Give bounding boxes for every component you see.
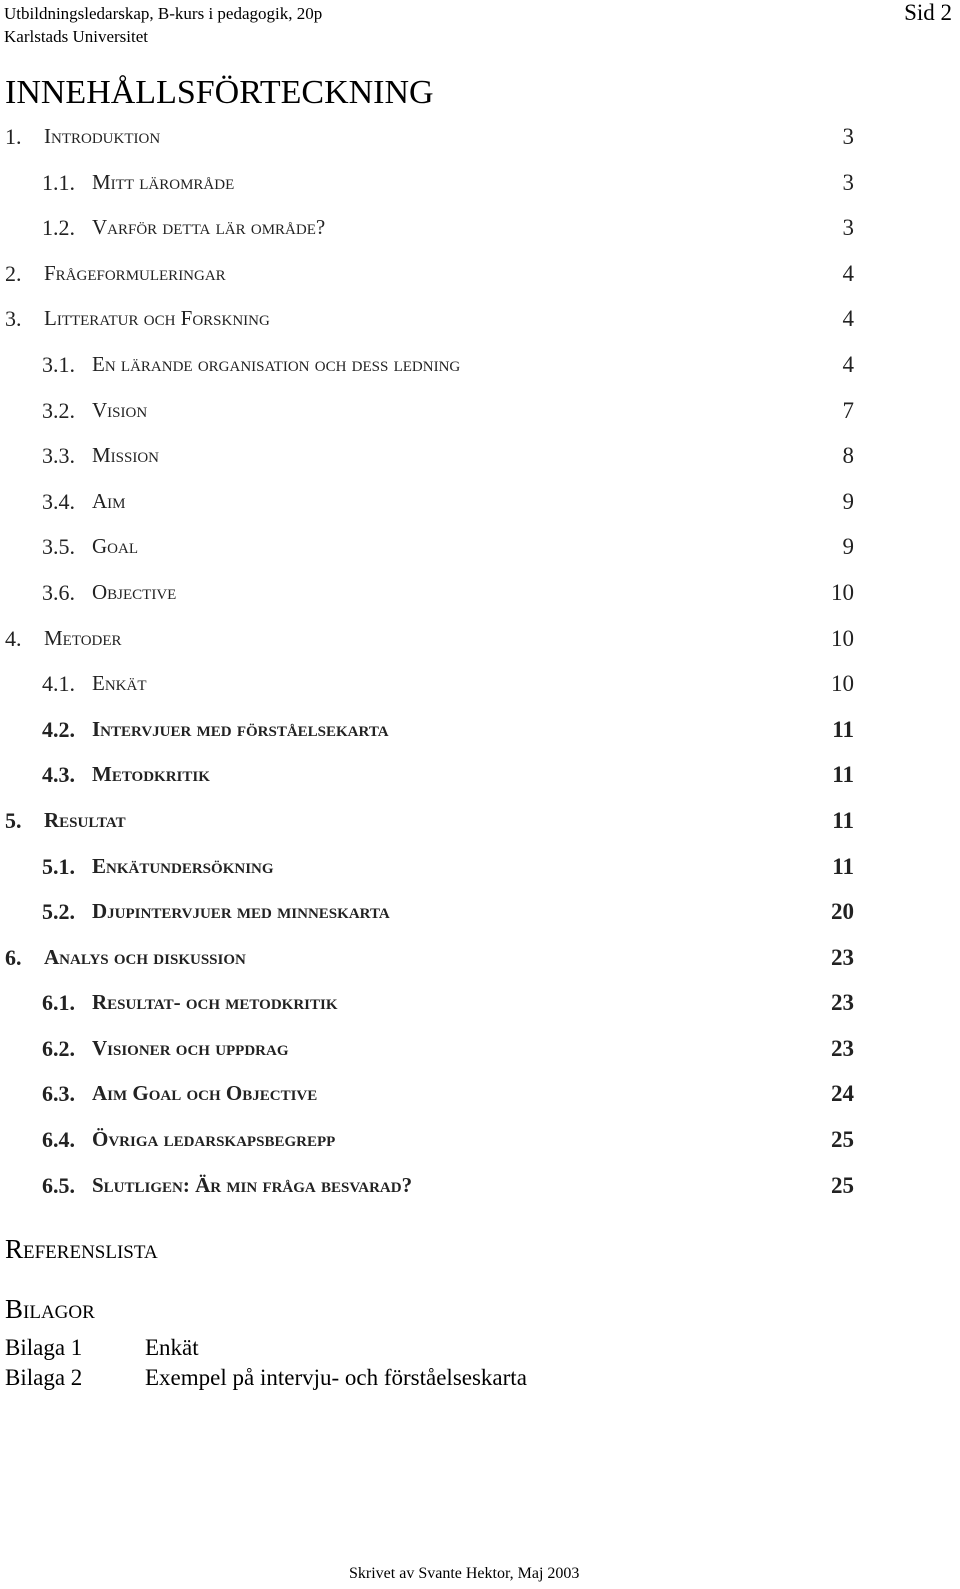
toc-entry-number: 5.1. (42, 853, 75, 879)
toc-entry-label: En lärande organisation och dess ledning (92, 351, 461, 376)
toc-entry-page: 9 (842, 534, 854, 560)
header-university: Karlstads Universitet (4, 27, 148, 46)
toc-entry[interactable] (0, 576, 960, 622)
toc-entry-number: 6.4. (42, 1127, 75, 1153)
toc-entry-number: 4. (5, 625, 22, 651)
toc-entry-label: Vision (92, 397, 148, 422)
toc-entry-page: 4 (842, 306, 854, 332)
footer-author: Skrivet av Svante Hektor, Maj 2003 (349, 1565, 580, 1582)
toc-entry[interactable] (0, 1032, 960, 1078)
toc-entry-page: 20 (831, 899, 854, 925)
toc-entry-number: 2. (5, 260, 22, 286)
toc-entry-page: 7 (842, 397, 854, 423)
toc-entry-label: Analys och diskussion (44, 944, 246, 969)
toc-entry-number: 6. (5, 944, 22, 970)
toc-entry-label: Djupintervjuer med minneskarta (92, 899, 390, 924)
appendix-value: Enkät (145, 1335, 199, 1360)
toc-entry[interactable] (0, 1169, 960, 1215)
toc-entry-page: 3 (842, 124, 854, 149)
toc-entry[interactable] (0, 1123, 960, 1169)
toc-entry-label: Enkät (92, 671, 147, 696)
toc-entry-page: 4 (842, 260, 854, 286)
toc-entry-label: Objective (92, 579, 177, 604)
toc-entry[interactable] (0, 257, 960, 303)
toc-entry-page: 8 (842, 443, 854, 469)
toc-entry-page: 10 (831, 671, 854, 697)
toc-entry-number: 3.4. (42, 488, 75, 514)
toc-entry-page: 23 (831, 990, 854, 1016)
toc-entry-number: 6.5. (42, 1172, 75, 1198)
toc-entry[interactable] (0, 986, 960, 1032)
toc-entry[interactable] (0, 530, 960, 576)
toc-entry[interactable] (0, 211, 960, 257)
toc-entry[interactable] (0, 348, 960, 394)
toc-entry-label: Resultat (44, 807, 126, 832)
toc-entry-page: 11 (832, 716, 854, 742)
toc-entry-label: Resultat- och metodkritik (92, 990, 338, 1015)
toc-entry-number: 4.3. (42, 762, 75, 788)
toc-entry-page: 10 (831, 625, 854, 651)
toc-entry-page: 4 (842, 351, 854, 377)
toc-entry-page: 3 (842, 215, 854, 241)
toc-entry-number: 1.2. (42, 215, 75, 241)
toc-entry[interactable] (0, 1077, 960, 1123)
toc-entry[interactable] (0, 850, 960, 896)
toc-entry-number: 3.6. (42, 579, 75, 605)
toc-entry-label: Enkätundersökning (92, 853, 274, 878)
toc-entry[interactable] (0, 713, 960, 759)
toc-entry-page: 3 (842, 169, 854, 195)
toc-entry-label: Mission (92, 443, 160, 468)
toc-entry-number: 3.3. (42, 443, 75, 469)
appendix-key: Bilaga 1 (5, 1335, 83, 1360)
table-of-contents (0, 120, 960, 1214)
toc-entry-number: 5. (5, 807, 22, 833)
toc-entry-label: Varför detta lär område? (92, 215, 326, 240)
toc-entry-label: Aim (92, 488, 126, 513)
toc-entry-number: 3. (5, 306, 22, 332)
toc-entry-label: Aim Goal och Objective (92, 1081, 318, 1106)
toc-entry-number: 3.5. (42, 534, 75, 560)
appendix-row (5, 1335, 199, 1361)
toc-entry-label: Övriga ledarskapsbegrepp (92, 1127, 336, 1152)
toc-entry-number: 6.3. (42, 1081, 75, 1107)
toc-entry-page: 23 (831, 1035, 854, 1061)
toc-entry[interactable] (0, 758, 960, 804)
toc-entry-label: Mitt lärområde (92, 169, 235, 194)
toc-entry-page: 10 (831, 579, 854, 605)
toc-entry-label: Litteratur och Forskning (44, 306, 270, 331)
appendix-key: Bilaga 2 (5, 1365, 83, 1390)
toc-entry[interactable] (0, 622, 960, 668)
page-number: Sid 2 (904, 0, 952, 25)
toc-entry[interactable] (0, 485, 960, 531)
toc-entry-page: 11 (832, 853, 854, 879)
toc-entry-page: 25 (831, 1172, 854, 1198)
toc-entry-number: 6.2. (42, 1035, 75, 1061)
toc-entry-page: 11 (832, 762, 854, 788)
toc-entry-number: 6.1. (42, 990, 75, 1016)
toc-entry[interactable] (0, 302, 960, 348)
toc-entry-number: 1. (5, 124, 22, 149)
toc-entry-label: Intervjuer med förståelsekarta (92, 716, 389, 741)
toc-entry-number: 1.1. (42, 169, 75, 195)
toc-entry-page: 24 (831, 1081, 854, 1107)
toc-entry-label: Visioner och uppdrag (92, 1035, 289, 1060)
toc-entry[interactable] (0, 394, 960, 440)
appendix-heading: Bilagor (5, 1294, 95, 1324)
toc-entry-label: Goal (92, 534, 138, 559)
document-header (4, 2, 322, 48)
toc-entry-page: 9 (842, 488, 854, 514)
toc-entry-label: Slutligen: Är min fråga besvarad? (92, 1172, 413, 1197)
toc-entry[interactable] (0, 895, 960, 941)
toc-entry-number: 3.2. (42, 397, 75, 423)
toc-entry-number: 3.1. (42, 351, 75, 377)
toc-entry-label: Frågeformuleringar (44, 260, 226, 285)
toc-entry[interactable] (0, 439, 960, 485)
toc-entry-page: 11 (832, 807, 854, 833)
toc-entry-number: 4.2. (42, 716, 75, 742)
toc-entry[interactable] (0, 941, 960, 987)
toc-entry-number: 5.2. (42, 899, 75, 925)
toc-entry[interactable] (0, 804, 960, 850)
toc-entry-page: 23 (831, 944, 854, 970)
page-title: INNEHÅLLSFÖRTECKNING (5, 74, 434, 111)
toc-entry-label: Introduktion (44, 124, 161, 148)
appendix-row (5, 1365, 527, 1391)
toc-entry-label: Metodkritik (92, 762, 210, 787)
toc-entry[interactable] (0, 667, 960, 713)
header-course: Utbildningsledarskap, B-kurs i pedagogik, 20p (4, 4, 323, 23)
appendix-value: Exempel på intervju- och förståelseskarta (145, 1365, 527, 1390)
toc-entry-label: Metoder (44, 625, 122, 650)
toc-entry-number: 4.1. (42, 671, 75, 697)
toc-entry[interactable] (0, 166, 960, 212)
toc-entry[interactable] (0, 120, 960, 166)
references-heading: Referenslista (5, 1234, 158, 1264)
toc-entry-page: 25 (831, 1127, 854, 1153)
